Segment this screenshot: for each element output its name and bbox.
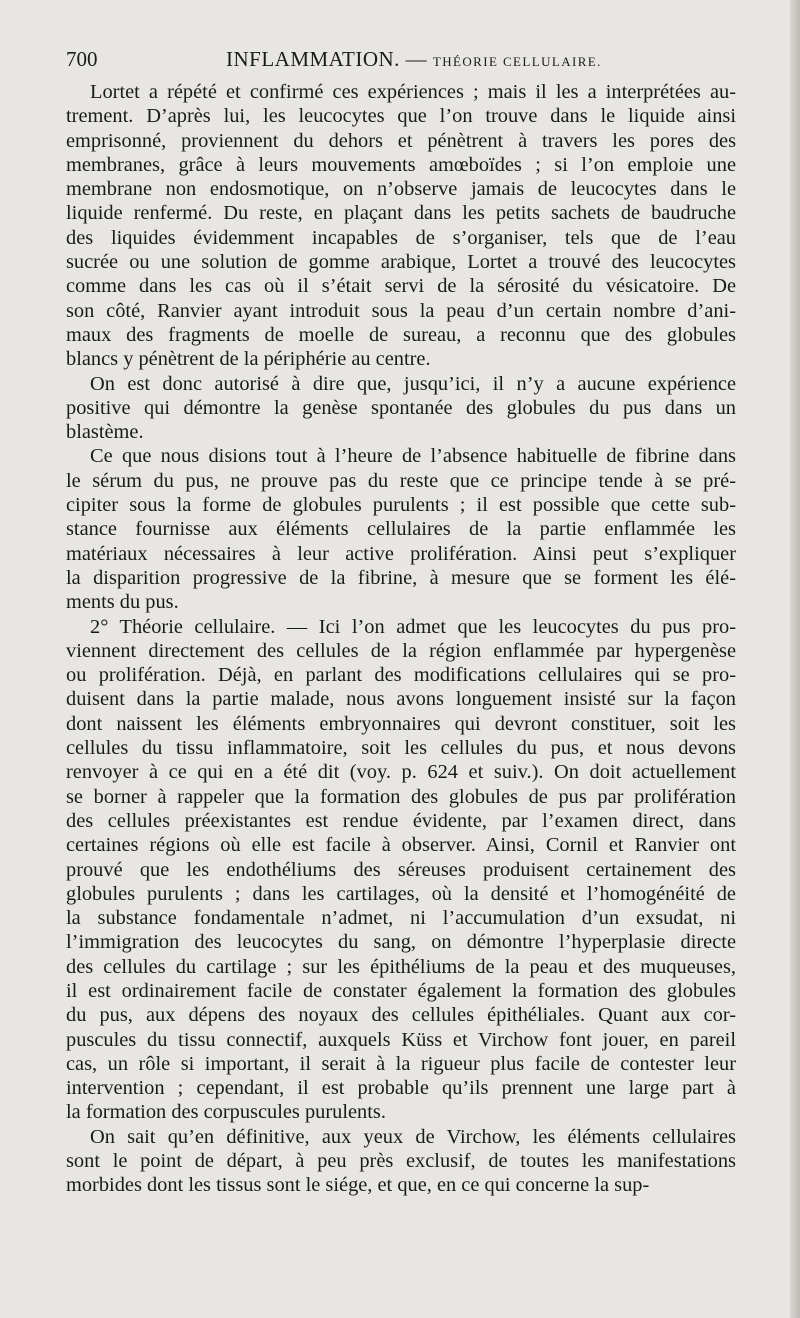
- text-line: stance fournisse aux éléments cellulaires de la partie enflammée les: [66, 518, 736, 541]
- text-line: son côté, Ranvier ayant introduit sous la peau d’un certain nombre d’ani-: [66, 299, 736, 322]
- text-line: 2° Théorie cellulaire. — Ici l’on admet que les leucocytes du pus pro-: [90, 615, 736, 638]
- text-line: la substance fondamentale n’admet, ni l’accumulation d’un exsudat, ni: [66, 907, 736, 930]
- page-number: 700: [66, 47, 98, 71]
- paragraph: [66, 444, 736, 614]
- running-title: [226, 44, 602, 77]
- text-line: cipiter sous la forme de globules purulents ; il est possible que cette sub-: [66, 494, 736, 517]
- text-line: se borner à rappeler que la formation des globules de pus par prolifération: [66, 785, 736, 808]
- text-line: des cellules du cartilage ; sur les épithéliums de la peau et des muqueuses,: [66, 955, 736, 978]
- text-line: intervention ; cependant, il est probable qu’ils prennent une large part à: [66, 1077, 736, 1100]
- text-line: blastème.: [66, 421, 144, 444]
- text-line: ou prolifération. Déjà, en parlant des modifications cellulaires qui se pro-: [66, 664, 736, 687]
- text-line: comme dans les cas où il s’était servi de la sérosité du vésicatoire. De: [66, 275, 736, 298]
- text-line: trement. D’après lui, les leucocytes que l’on trouve dans le liquide ainsi: [66, 105, 736, 128]
- text-line: la formation des corpuscules purulents.: [66, 1101, 386, 1124]
- text-line: liquide renfermé. Du reste, en plaçant dans les petits sachets de baudruche: [66, 202, 736, 225]
- text-line: sucrée ou une solution de gomme arabique, Lortet a trouvé des leucocytes: [66, 251, 736, 274]
- text-line: matériaux nécessaires à leur active prolifération. Ainsi peut s’expliquer: [66, 542, 736, 565]
- text-line: membrane non endosmotique, on n’observe jamais de leucocytes dans le: [66, 178, 736, 201]
- text-line: l’immigration des leucocytes du sang, on démontre l’hyperplasie directe: [66, 931, 736, 954]
- text-line: puscules du tissu connectif, auxquels Küss et Virchow font jouer, en pareil: [66, 1028, 736, 1051]
- text-line: blancs y pénètrent de la périphérie au centre.: [66, 348, 431, 371]
- text-line: la disparition progressive de la fibrine, à mesure que se forment les élé-: [66, 566, 736, 589]
- text-line: Lortet a répété et confirmé ces expériences ; mais il les a interprétées au-: [90, 81, 736, 103]
- text-line: dont naissent les éléments embryonnaires qui devront constituer, soit les: [66, 712, 736, 735]
- text-line: emprisonné, proviennent du dehors et pénètrent à travers les pores des: [66, 129, 736, 152]
- title-dash: —: [405, 47, 428, 71]
- text-line: globules purulents ; dans les cartilages, où la densité et l’homogénéité de: [66, 882, 736, 905]
- paragraph: [66, 80, 736, 372]
- text-line: du pus, aux dépens des noyaux des cellules épithéliales. Quant aux cor-: [66, 1004, 736, 1027]
- text-line: positive qui démontre la genèse spontanée des globules du pus dans un: [66, 396, 736, 419]
- text-line: On est donc autorisé à dire que, jusqu’ici, il n’y a aucune expérience: [90, 372, 736, 395]
- text-line: maux des fragments de moelle de sureau, a reconnu que des globules: [66, 323, 736, 346]
- paragraph: [66, 372, 736, 445]
- text-line: morbides dont les tissus sont le siége, et que, en ce qui concerne la sup-: [66, 1174, 650, 1197]
- text-line: certaines régions où elle est facile à observer. Ainsi, Cornil et Ranvier ont: [66, 834, 736, 857]
- text-line: viennent directement des cellules de la région enflammée par hypergenèse: [66, 639, 736, 662]
- text-line: sont le point de départ, à peu près exclusif, de toutes les manifestations: [66, 1150, 736, 1173]
- text-line: cas, un rôle si important, il serait à la rigueur plus facile de contester leur: [66, 1052, 736, 1075]
- text-line: le sérum du pus, ne prouve pas du reste que ce principe tende à se pré-: [66, 469, 736, 492]
- text-line: duisent dans la partie malade, nous avons longuement insisté sur la façon: [66, 688, 736, 711]
- page-gutter-shadow: [790, 0, 800, 1318]
- paragraph: [66, 615, 736, 1125]
- paragraph: [66, 1125, 736, 1198]
- text-line: cellules du tissu inflammatoire, soit les cellules du pus, et nous devons: [66, 737, 736, 760]
- text-line: des liquides évidemment incapables de s’organiser, tels que de l’eau: [66, 226, 736, 249]
- running-header: [66, 44, 736, 74]
- text-line: membranes, grâce à leurs mouvements amœboïdes ; si l’on emploie une: [66, 153, 736, 176]
- text-line: il est ordinairement facile de constater également la formation des globules: [66, 979, 736, 1002]
- chapter-title: INFLAMMATION.: [226, 47, 400, 71]
- body-text: [66, 80, 736, 1198]
- text-line: Ce que nous disions tout à l’heure de l’absence habituelle de fibrine dans: [90, 445, 736, 468]
- text-line: On sait qu’en définitive, aux yeux de Virchow, les éléments cellulaires: [90, 1125, 736, 1148]
- text-line: des cellules préexistantes est rendue évidente, par l’examen direct, dans: [66, 809, 736, 832]
- text-line: renvoyer à ce qui en a été dit (voy. p. 624 et suiv.). On doit actuellement: [66, 761, 736, 784]
- text-line: ments du pus.: [66, 591, 179, 614]
- text-line: prouvé que les endothéliums des séreuses produisent certainement des: [66, 858, 736, 881]
- section-subtitle: THÉORIE CELLULAIRE.: [432, 54, 602, 69]
